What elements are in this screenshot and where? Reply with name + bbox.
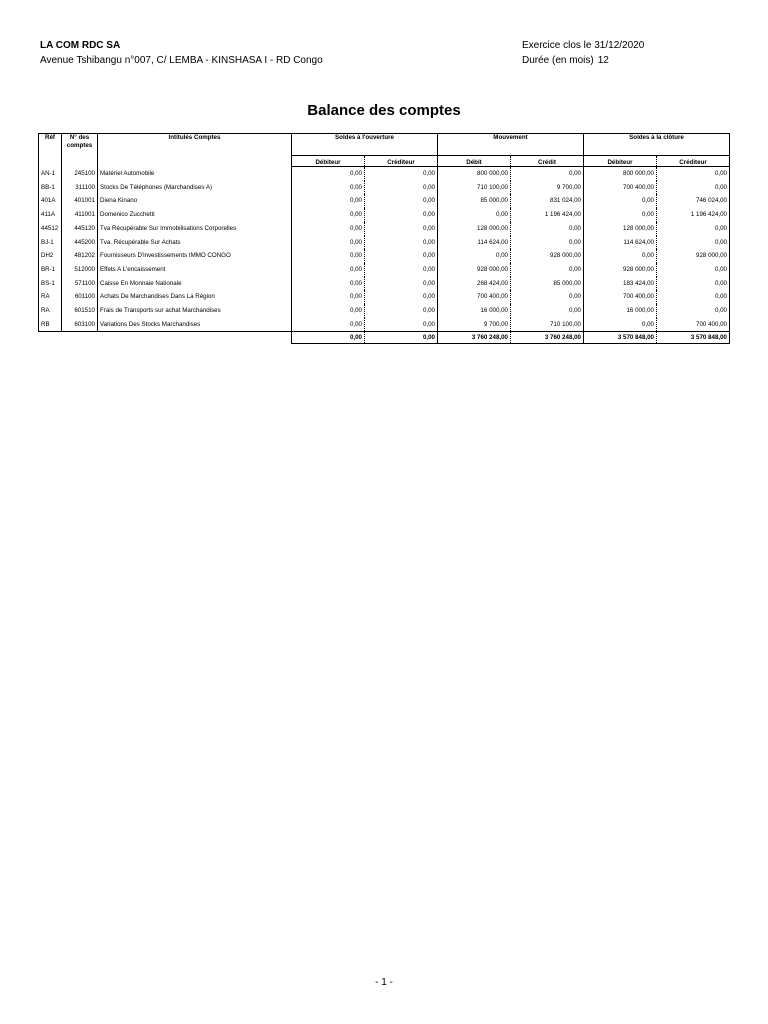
col-ref-header: Réf <box>39 134 62 167</box>
table-row <box>39 167 730 181</box>
table-row <box>39 304 730 318</box>
cell-opening-credit: 0,00 <box>365 236 438 250</box>
cell-account-title: Caisse En Monnaie Nationale <box>98 277 292 291</box>
cell-opening-debit: 0,00 <box>292 194 365 208</box>
table-row <box>39 236 730 250</box>
cell-movement-debit: 0,00 <box>438 249 511 263</box>
cell-movement-debit: 85 000,00 <box>438 194 511 208</box>
cell-opening-credit: 0,00 <box>365 167 438 181</box>
cell-closing-credit: 0,00 <box>657 167 730 181</box>
company-address: Avenue Tshibangu n°007, C/ LEMBA - KINSHASA I - RD Congo <box>40 55 323 66</box>
duration <box>522 55 609 66</box>
cell-opening-debit: 0,00 <box>292 208 365 222</box>
cell-ref: 44512 <box>39 222 62 236</box>
cell-account-number: 445200 <box>62 236 98 250</box>
cell-closing-debit: 800 000,00 <box>584 167 657 181</box>
col-account-number-line1: N° des <box>69 134 90 141</box>
cell-opening-debit: 0,00 <box>292 290 365 304</box>
trial-balance-table <box>38 133 730 344</box>
cell-ref: DH2 <box>39 249 62 263</box>
cell-closing-credit: 1 196 424,00 <box>657 208 730 222</box>
cell-movement-debit: 16 000,00 <box>438 304 511 318</box>
cell-closing-debit: 16 000,00 <box>584 304 657 318</box>
cell-ref: BR-1 <box>39 263 62 277</box>
table-row <box>39 181 730 195</box>
table-row <box>39 290 730 304</box>
cell-closing-credit: 928 000,00 <box>657 249 730 263</box>
cell-closing-debit: 700 400,00 <box>584 290 657 304</box>
cell-closing-debit: 0,00 <box>584 318 657 332</box>
cell-account-number: 571100 <box>62 277 98 291</box>
cell-closing-debit: 128 000,00 <box>584 222 657 236</box>
page-number: - 1 - <box>375 977 393 988</box>
cell-opening-credit: 0,00 <box>365 249 438 263</box>
movement-credit-header: Crédit <box>511 156 584 167</box>
col-account-number-header <box>62 134 98 167</box>
cell-closing-debit: 928 000,00 <box>584 263 657 277</box>
cell-opening-credit: 0,00 <box>365 263 438 277</box>
cell-closing-credit: 0,00 <box>657 277 730 291</box>
opening-debit-header: Débiteur <box>292 156 365 167</box>
cell-opening-credit: 0,00 <box>365 318 438 332</box>
cell-movement-credit: 1 196 424,00 <box>511 208 584 222</box>
totals-row <box>39 332 730 344</box>
col-account-number-line2: comptes <box>66 142 93 149</box>
cell-account-title: Fournisseurs D'investissements IMMO CONGO <box>98 249 292 263</box>
cell-account-number: 245100 <box>62 167 98 181</box>
cell-opening-credit: 0,00 <box>365 194 438 208</box>
table-row <box>39 318 730 332</box>
total-movement-credit: 3 760 248,00 <box>511 332 584 344</box>
total-opening-credit: 0,00 <box>365 332 438 344</box>
movement-debit-header: Débit <box>438 156 511 167</box>
duration-value: 12 <box>597 55 609 66</box>
closing-debit-header: Débiteur <box>584 156 657 167</box>
cell-opening-debit: 0,00 <box>292 222 365 236</box>
cell-closing-debit: 700 400,00 <box>584 181 657 195</box>
cell-account-title: Variations Des Stocks Marchandises <box>98 318 292 332</box>
duration-label: Durée (en mois) <box>522 55 594 66</box>
cell-account-title: Diena Kinano <box>98 194 292 208</box>
cell-closing-credit: 0,00 <box>657 236 730 250</box>
cell-closing-credit: 0,00 <box>657 290 730 304</box>
cell-opening-credit: 0,00 <box>365 277 438 291</box>
cell-movement-debit: 0,00 <box>438 208 511 222</box>
cell-movement-debit: 268 424,00 <box>438 277 511 291</box>
cell-account-title: Effets A L'encaissement <box>98 263 292 277</box>
total-opening-debit: 0,00 <box>292 332 365 344</box>
cell-opening-credit: 0,00 <box>365 290 438 304</box>
cell-movement-debit: 700 400,00 <box>438 290 511 304</box>
cell-account-title: Tva Récupérable Sur Immobilisations Corporelles <box>98 222 292 236</box>
cell-account-number: 601100 <box>62 290 98 304</box>
cell-closing-credit: 746 024,00 <box>657 194 730 208</box>
cell-ref: RB <box>39 318 62 332</box>
cell-account-number: 311100 <box>62 181 98 195</box>
table-row <box>39 194 730 208</box>
cell-movement-credit: 0,00 <box>511 167 584 181</box>
cell-movement-credit: 85 000,00 <box>511 277 584 291</box>
cell-movement-credit: 9 700,00 <box>511 181 584 195</box>
cell-movement-credit: 710 100,00 <box>511 318 584 332</box>
cell-movement-credit: 0,00 <box>511 222 584 236</box>
col-account-title-header: Intitulés Comptes <box>98 134 292 167</box>
cell-closing-credit: 0,00 <box>657 263 730 277</box>
total-closing-debit: 3 570 848,00 <box>584 332 657 344</box>
cell-movement-credit: 0,00 <box>511 290 584 304</box>
cell-account-title: Achats De Marchandises Dans La Région <box>98 290 292 304</box>
cell-movement-debit: 9 700,00 <box>438 318 511 332</box>
cell-account-number: 512000 <box>62 263 98 277</box>
company-name: LA COM RDC SA <box>40 40 121 51</box>
cell-opening-debit: 0,00 <box>292 181 365 195</box>
cell-ref: 411A <box>39 208 62 222</box>
cell-opening-credit: 0,00 <box>365 208 438 222</box>
table-row <box>39 277 730 291</box>
movement-header: Mouvement <box>438 134 584 156</box>
cell-movement-credit: 831 024,00 <box>511 194 584 208</box>
cell-closing-credit: 0,00 <box>657 222 730 236</box>
cell-opening-debit: 0,00 <box>292 318 365 332</box>
table-row <box>39 249 730 263</box>
cell-opening-credit: 0,00 <box>365 222 438 236</box>
table-row <box>39 222 730 236</box>
cell-opening-debit: 0,00 <box>292 167 365 181</box>
cell-closing-debit: 0,00 <box>584 194 657 208</box>
cell-opening-debit: 0,00 <box>292 304 365 318</box>
cell-account-number: 481202 <box>62 249 98 263</box>
cell-closing-credit: 0,00 <box>657 181 730 195</box>
cell-opening-credit: 0,00 <box>365 181 438 195</box>
cell-movement-debit: 710 100,00 <box>438 181 511 195</box>
cell-account-title: Domenico Zucchetti <box>98 208 292 222</box>
cell-opening-debit: 0,00 <box>292 249 365 263</box>
total-closing-credit: 3 570 848,00 <box>657 332 730 344</box>
opening-balance-header: Soldes à l'ouverture <box>292 134 438 156</box>
cell-opening-credit: 0,00 <box>365 304 438 318</box>
cell-account-number: 603100 <box>62 318 98 332</box>
cell-movement-credit: 0,00 <box>511 236 584 250</box>
cell-movement-credit: 928 000,00 <box>511 249 584 263</box>
cell-account-title: Tva. Récupérable Sur Achats <box>98 236 292 250</box>
cell-account-title: Matériel Automobile <box>98 167 292 181</box>
cell-ref: RA <box>39 290 62 304</box>
cell-ref: 401A <box>39 194 62 208</box>
cell-closing-credit: 700 400,00 <box>657 318 730 332</box>
header-row-groups <box>39 134 730 156</box>
cell-ref: BJ-1 <box>39 236 62 250</box>
table-body <box>39 167 730 332</box>
cell-ref: RA <box>39 304 62 318</box>
cell-closing-debit: 183 424,00 <box>584 277 657 291</box>
total-movement-debit: 3 760 248,00 <box>438 332 511 344</box>
cell-ref: BS-1 <box>39 277 62 291</box>
cell-account-number: 411001 <box>62 208 98 222</box>
opening-credit-header: Créditeur <box>365 156 438 167</box>
cell-closing-credit: 0,00 <box>657 304 730 318</box>
cell-closing-debit: 0,00 <box>584 208 657 222</box>
cell-movement-debit: 800 000,00 <box>438 167 511 181</box>
table-row <box>39 263 730 277</box>
cell-ref: BB-1 <box>39 181 62 195</box>
page-title: Balance des comptes <box>307 102 461 119</box>
cell-account-number: 445120 <box>62 222 98 236</box>
cell-movement-credit: 0,00 <box>511 263 584 277</box>
cell-account-title: Frais de Transports sur achat Marchandises <box>98 304 292 318</box>
cell-movement-debit: 928 000,00 <box>438 263 511 277</box>
cell-opening-debit: 0,00 <box>292 277 365 291</box>
cell-account-title: Stocks De Téléphones (Marchandises A) <box>98 181 292 195</box>
cell-account-number: 601510 <box>62 304 98 318</box>
cell-ref: AN-1 <box>39 167 62 181</box>
table-row <box>39 208 730 222</box>
cell-closing-debit: 0,00 <box>584 249 657 263</box>
cell-movement-debit: 128 000,00 <box>438 222 511 236</box>
cell-opening-debit: 0,00 <box>292 236 365 250</box>
closing-credit-header: Créditeur <box>657 156 730 167</box>
closing-balance-header: Soldes à la clôture <box>584 134 730 156</box>
cell-movement-credit: 0,00 <box>511 304 584 318</box>
cell-closing-debit: 114 624,00 <box>584 236 657 250</box>
cell-account-number: 401001 <box>62 194 98 208</box>
cell-movement-debit: 114 624,00 <box>438 236 511 250</box>
fiscal-year-end: Exercice clos le 31/12/2020 <box>522 40 645 51</box>
cell-opening-debit: 0,00 <box>292 263 365 277</box>
